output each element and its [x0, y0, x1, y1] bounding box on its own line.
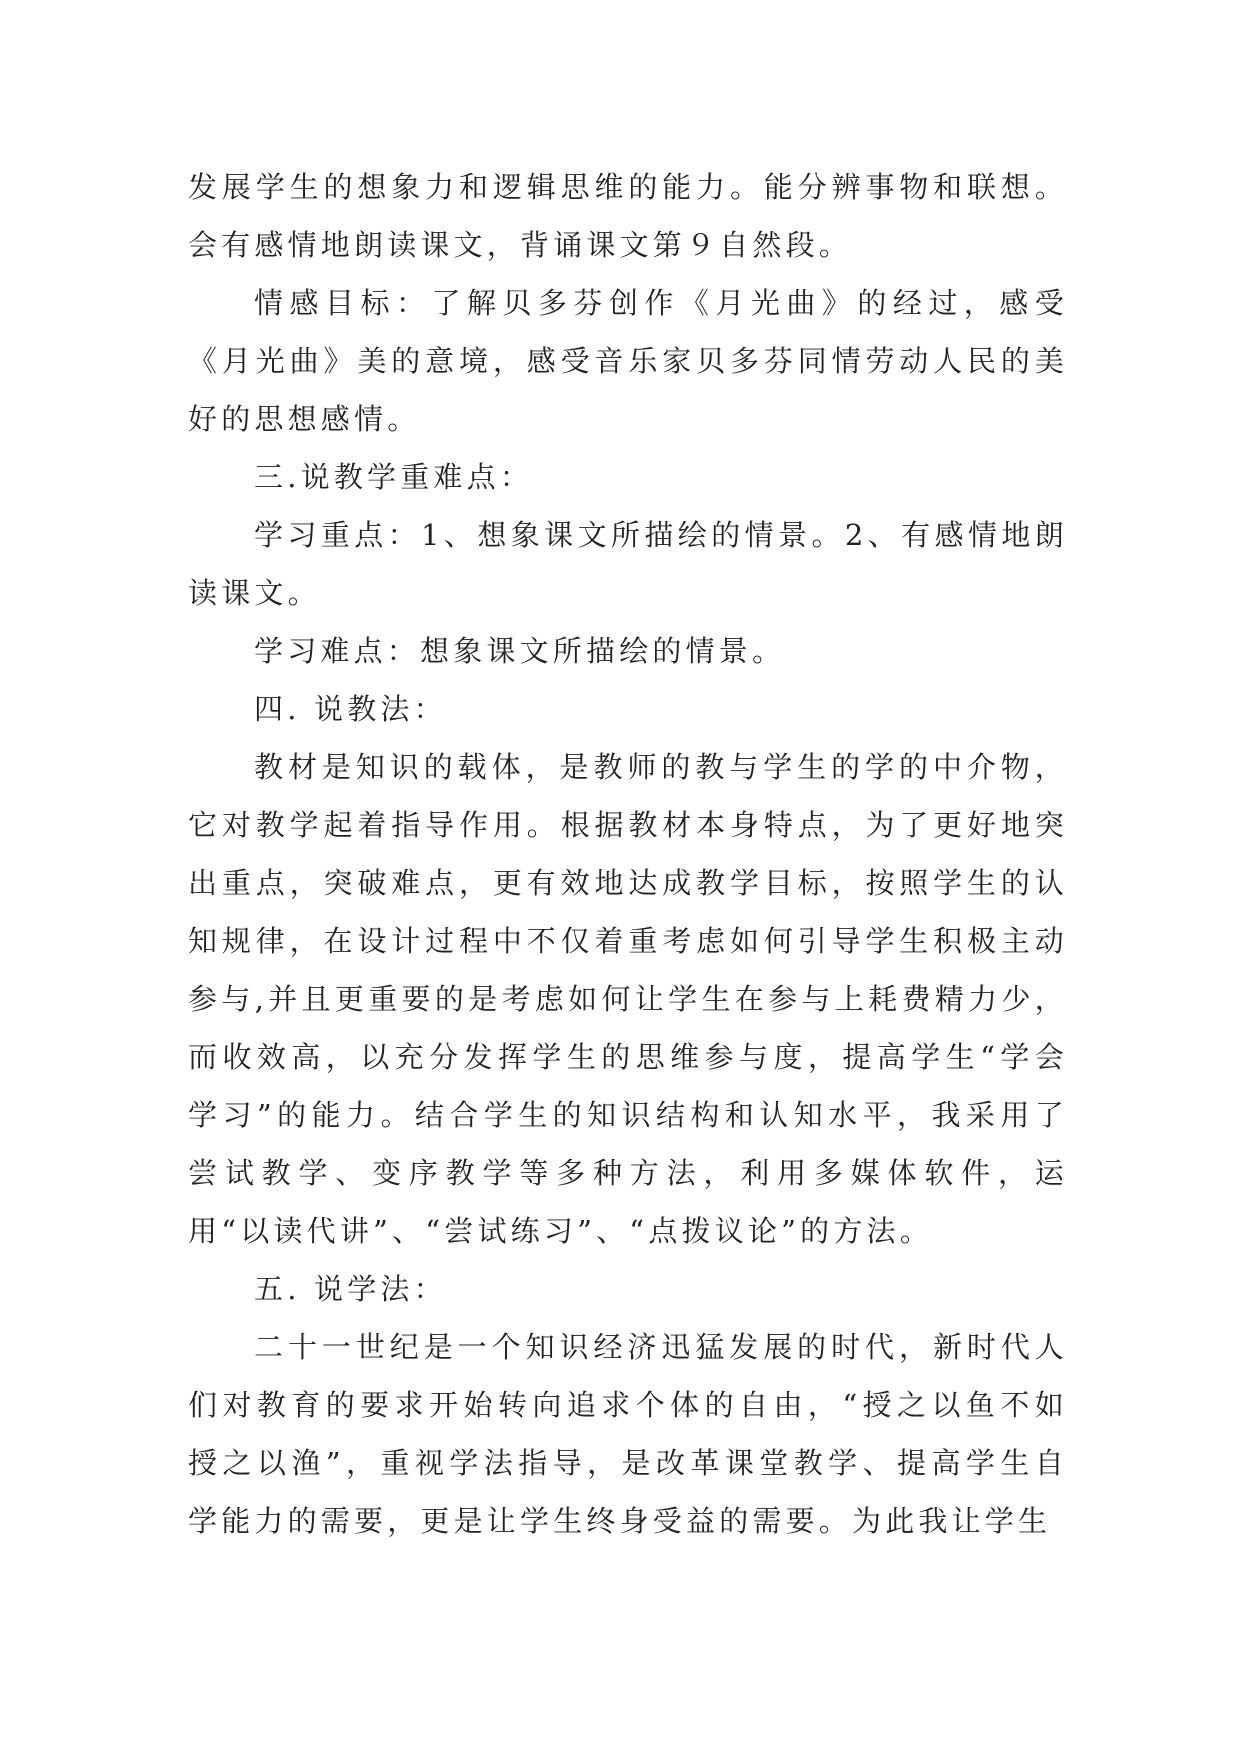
paragraph-1: 发展学生的想象力和逻辑思维的能力。能分辨事物和联想。会有感情地朗读课文，背诵课文第９自然段。: [188, 170, 1068, 262]
section-heading-3: 三.说教学重难点：: [254, 460, 534, 494]
paragraph-7: 教材是知识的载体，是教师的教与学生的学的中介物，它对教学起着指导作用。根据教材本身特点，为了更好地突出重点，突破难点，更有效地达成教学目标，按照学生的认知规律，在设计过程中不仅着重考虑如何引导学生积极主动参与,并且更重要的是考虑如何让学生在参与上耗费精力少，而收效高，以充分发挥学生的思维参与度，提高学生“学会学习”的能力。结合学生的知识结构和认知水平，我采用了尝试教学、变序教学等多种方法，利用多媒体软件，运用“以读代讲”、“尝试练习”、“点拨议论”的方法。: [188, 750, 1068, 1248]
section-heading-4: 四. 说教法：: [254, 692, 447, 726]
paragraph-4: 学习重点：1、想象课文所描绘的情景。2、有感情地朗读课文。: [188, 518, 1068, 610]
paragraph-2: 情感目标：了解贝多芬创作《月光曲》的经过，感受《月光曲》美的意境，感受音乐家贝多芬同情劳动人民的美好的思想感情。: [188, 286, 1068, 436]
paragraph-5: 学习难点：想象课文所描绘的情景。: [254, 634, 786, 668]
section-heading-5: 五. 说学法：: [254, 1272, 447, 1306]
paragraph-9: 二十一世纪是一个知识经济迅猛发展的时代，新时代人们对教育的要求开始转向追求个体的自由，“授之以鱼不如授之以渔”，重视学法指导，是改革课堂教学、提高学生自学能力的需要，更是让学生终身受益的需要。为此我让学生: [188, 1330, 1068, 1538]
document-body: [188, 158, 1068, 1550]
